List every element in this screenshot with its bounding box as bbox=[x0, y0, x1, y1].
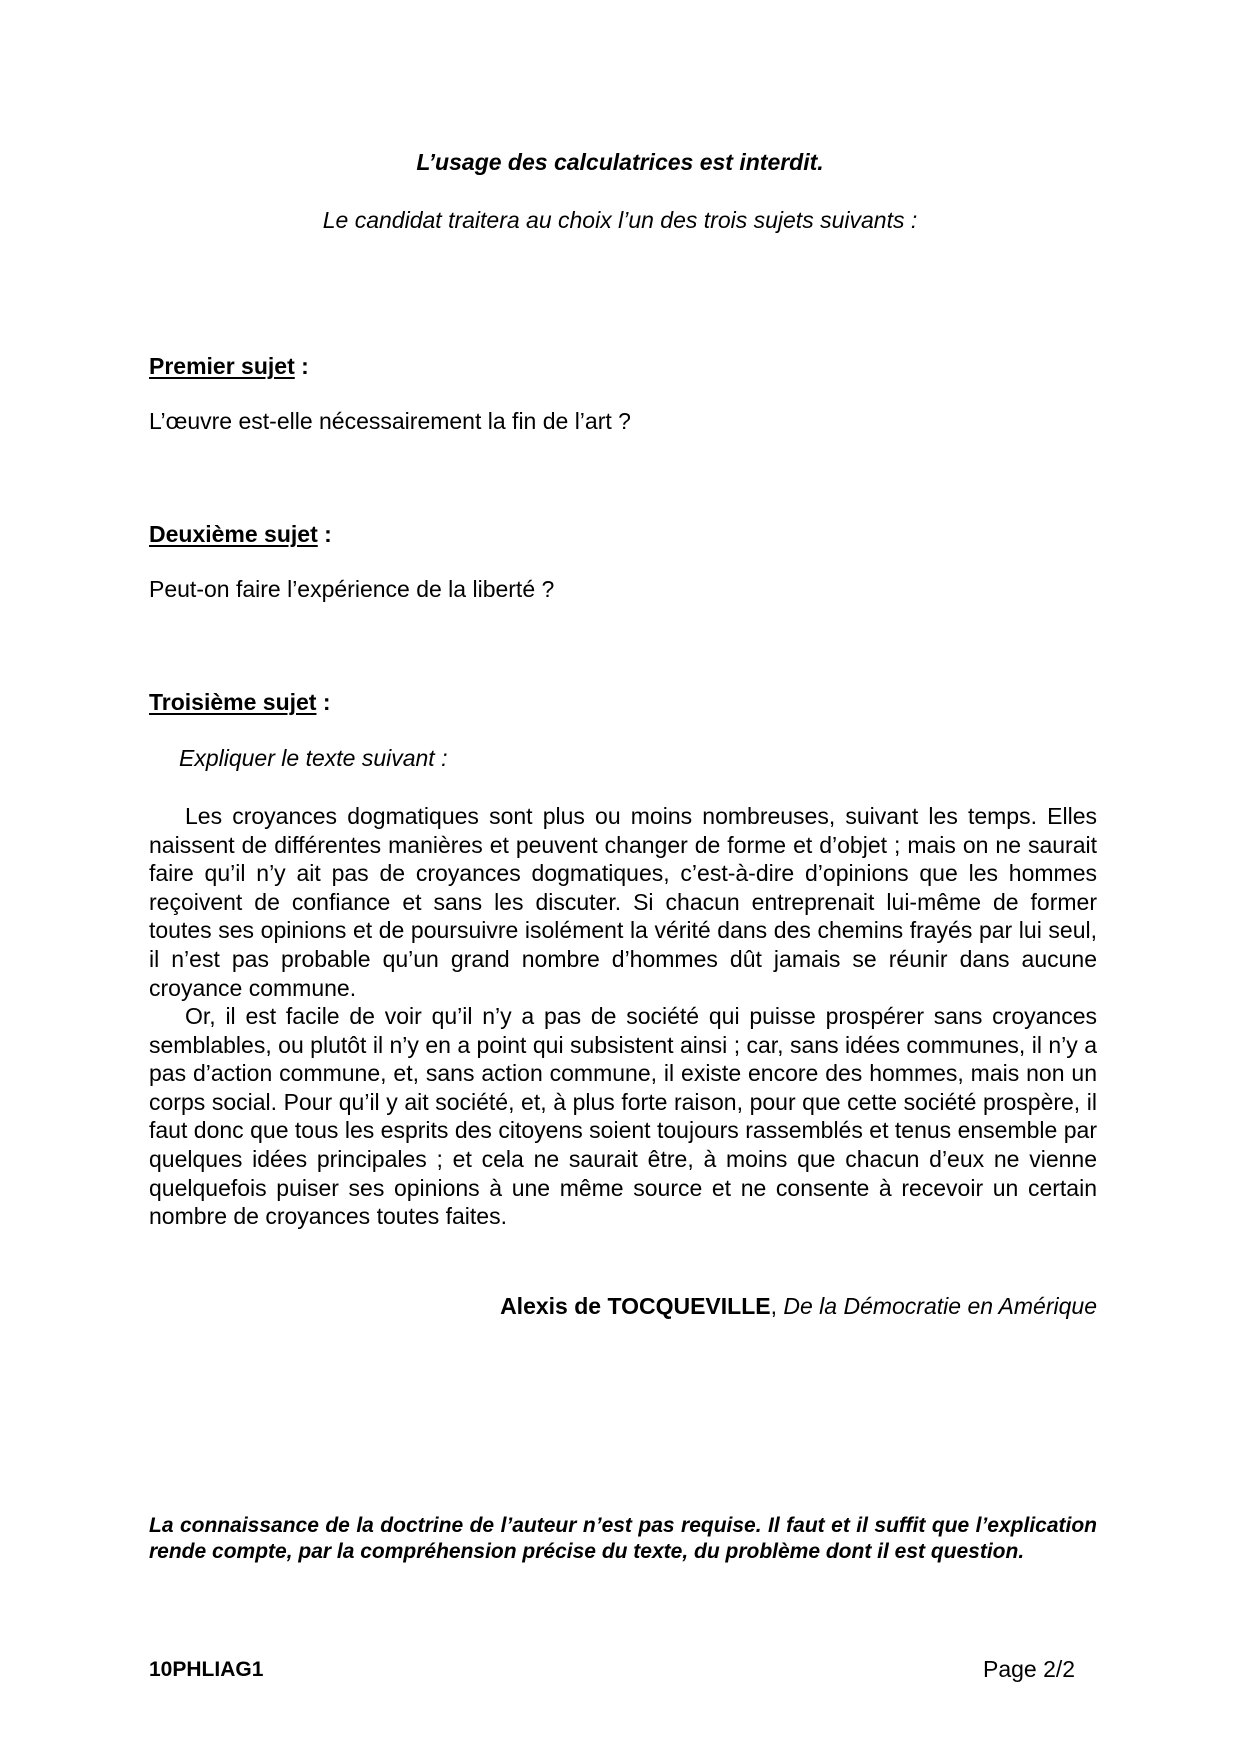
text-paragraph-2: Or, il est facile de voir qu’il n’y a pas de société qui puisse prospérer sans croyances semblables, ou plutôt il n’y en a point qui subsistent ainsi ; car, sans idées communes, il n’y a pas d’action commune, et, sans action commune, il existe encore des hommes, mais non un corps social. Pour qu’il y ait société, et, à plus forte raison, pour que cette société prospère, il faut donc que tous les esprits des citoyens soient toujours rassemblés et tenus ensemble par quelques idées principales ; et cela ne saurait être, à moins que chacun d’eux ne vienne quelquefois puiser ses opinions à une même source et ne consente à recevoir un certain nombre de croyances toutes faites. bbox=[149, 1003, 1097, 1230]
subject-3-colon: : bbox=[316, 689, 331, 715]
subject-3-heading-row bbox=[149, 688, 331, 716]
subject-1-heading-row bbox=[149, 352, 309, 380]
citation-separator: , bbox=[770, 1293, 784, 1319]
page-number: Page 2/2 bbox=[983, 1656, 1076, 1682]
subject-2-colon: : bbox=[317, 521, 332, 547]
calculator-notice: L’usage des calculatrices est interdit. bbox=[416, 149, 824, 175]
subject-3-instruction: Expliquer le texte suivant : bbox=[179, 745, 448, 771]
subject-2-question: Peut-on faire l’expérience de la liberté ? bbox=[149, 576, 555, 602]
citation-author: Alexis de TOCQUEVILLE bbox=[500, 1293, 771, 1319]
subject-1-colon: : bbox=[294, 353, 309, 379]
subject-2-heading: Deuxième sujet bbox=[149, 521, 318, 547]
citation-work: De la Démocratie en Amérique bbox=[783, 1293, 1097, 1319]
subject-1-question: L’œuvre est-elle nécessairement la fin de l’art ? bbox=[149, 408, 631, 434]
citation bbox=[149, 1292, 1097, 1320]
subject-3-heading: Troisième sujet bbox=[149, 689, 317, 715]
text-paragraph-1: Les croyances dogmatiques sont plus ou moins nombreuses, suivant les temps. Elles naissent de différentes manières et peuvent changer de forme et d’objet ; mais on ne saurait faire qu’il n’y ait pas de croyances dogmatiques, c’est-à-dire d’opinions que les hommes reçoivent de confiance et sans les discuter. Si chacun entreprenait lui-même de former toutes ses opinions et de poursuivre isolément la vérité dans des chemins frayés par lui seul, il n’est pas probable qu’un grand nombre d’hommes dût jamais se réunir dans aucune croyance commune. bbox=[149, 803, 1097, 1001]
subject-1-heading: Premier sujet bbox=[149, 353, 295, 379]
footer-note: La connaissance de la doctrine de l’auteur n’est pas requise. Il faut et il suffit que l’explication rende compte, par la compréhension précise du texte, du problème dont il est question. bbox=[149, 1514, 1097, 1563]
choice-instruction: Le candidat traitera au choix l’un des trois sujets suivants : bbox=[322, 207, 918, 233]
subject-2-heading-row bbox=[149, 520, 332, 548]
exam-code: 10PHLIAG1 bbox=[149, 1658, 264, 1681]
